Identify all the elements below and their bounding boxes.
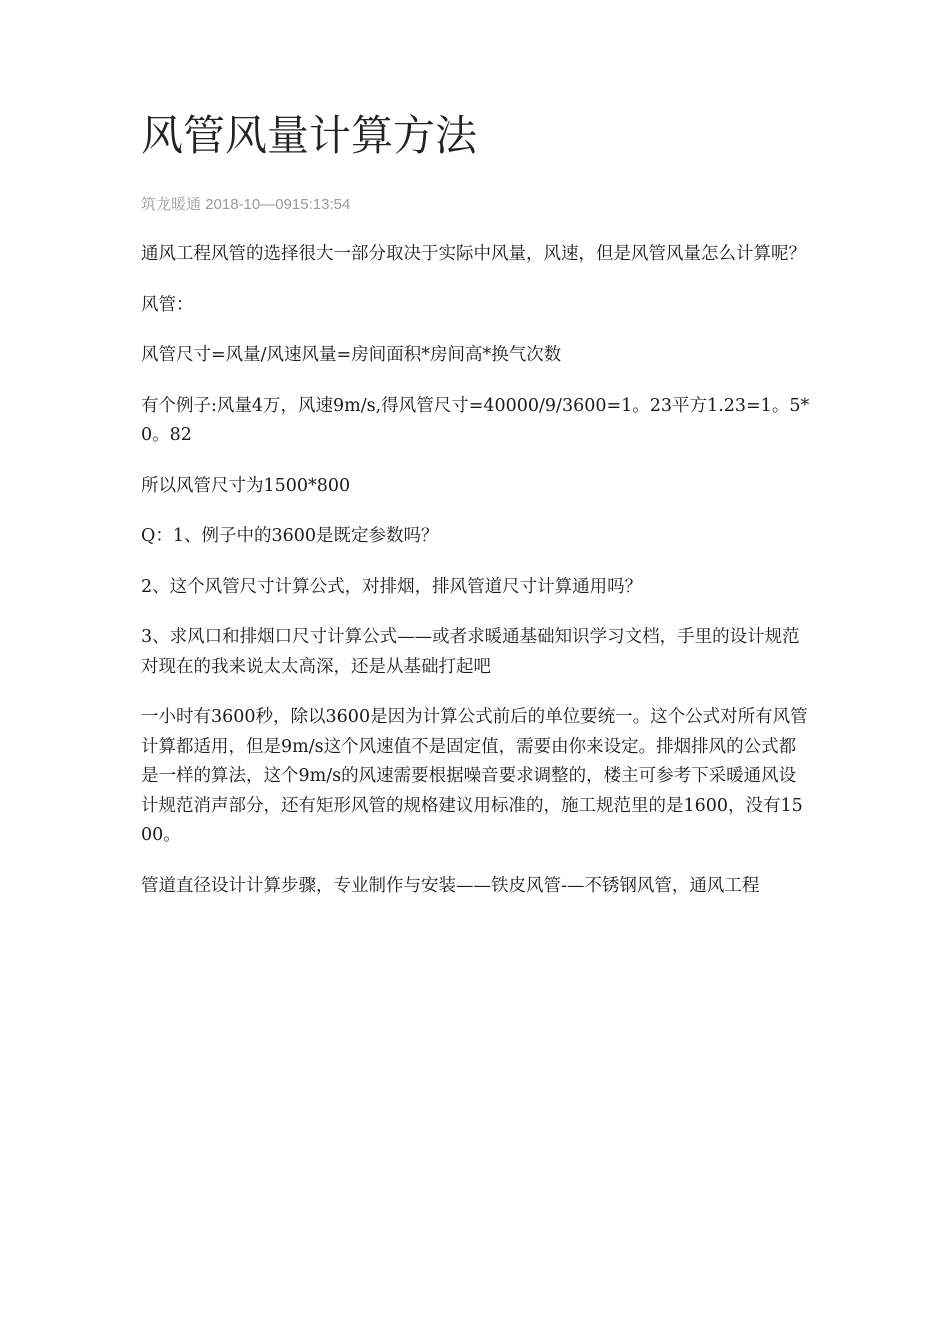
paragraph: 所以风管尺寸为1500*800 [141, 475, 351, 496]
paragraph: 通风工程风管的选择很大一部分取决于实际中风量，风速，但是风管风量怎么计算呢？ [141, 244, 806, 264]
paragraph: 3、求风口和排烟口尺寸计算公式——或者求暖通基础知识学习文档，手里的设计规范对现在的我来说太太高深，还是从基础打起吧 [141, 627, 800, 677]
article-body [141, 240, 813, 922]
paragraph: 有个例子:风量4万，风速9m/s,得风管尺寸=40000/9/3600=1。23平方1.23=1。5*0。82 [141, 395, 810, 445]
paragraph: 2、这个风管尺寸计算公式，对排烟，排风管道尺寸计算通用吗？ [141, 576, 643, 597]
paragraph: 风管尺寸=风量/风速风量=房间面积*房间高*换气次数 [141, 345, 562, 365]
paragraph: 风管： [141, 294, 194, 315]
article-meta: 筑龙暖通 2018-10—0915:13:54 [141, 196, 351, 213]
paragraph: 一小时有3600秒，除以3600是因为计算公式前后的单位要统一。这个公式对所有风管计算都适用，但是9m/s这个风速值不是固定值，需要由你来设定。排烟排风的公式都是一样的算法，这个9m/s的风速需要根据噪音要求调整的，楼主可参考下采暖通风设计规范消声部分，还有矩形风管的规格建议用标准的，施工规范里的是1600，没有1500。 [141, 707, 808, 845]
paragraph: 管道直径设计计算步骤，专业制作与安装——铁皮风管-—不锈钢风管，通风工程 [141, 875, 760, 896]
paragraph: Q：1、例子中的3600是既定参数吗？ [141, 526, 439, 546]
article-title: 风管风量计算方法 [141, 111, 478, 160]
